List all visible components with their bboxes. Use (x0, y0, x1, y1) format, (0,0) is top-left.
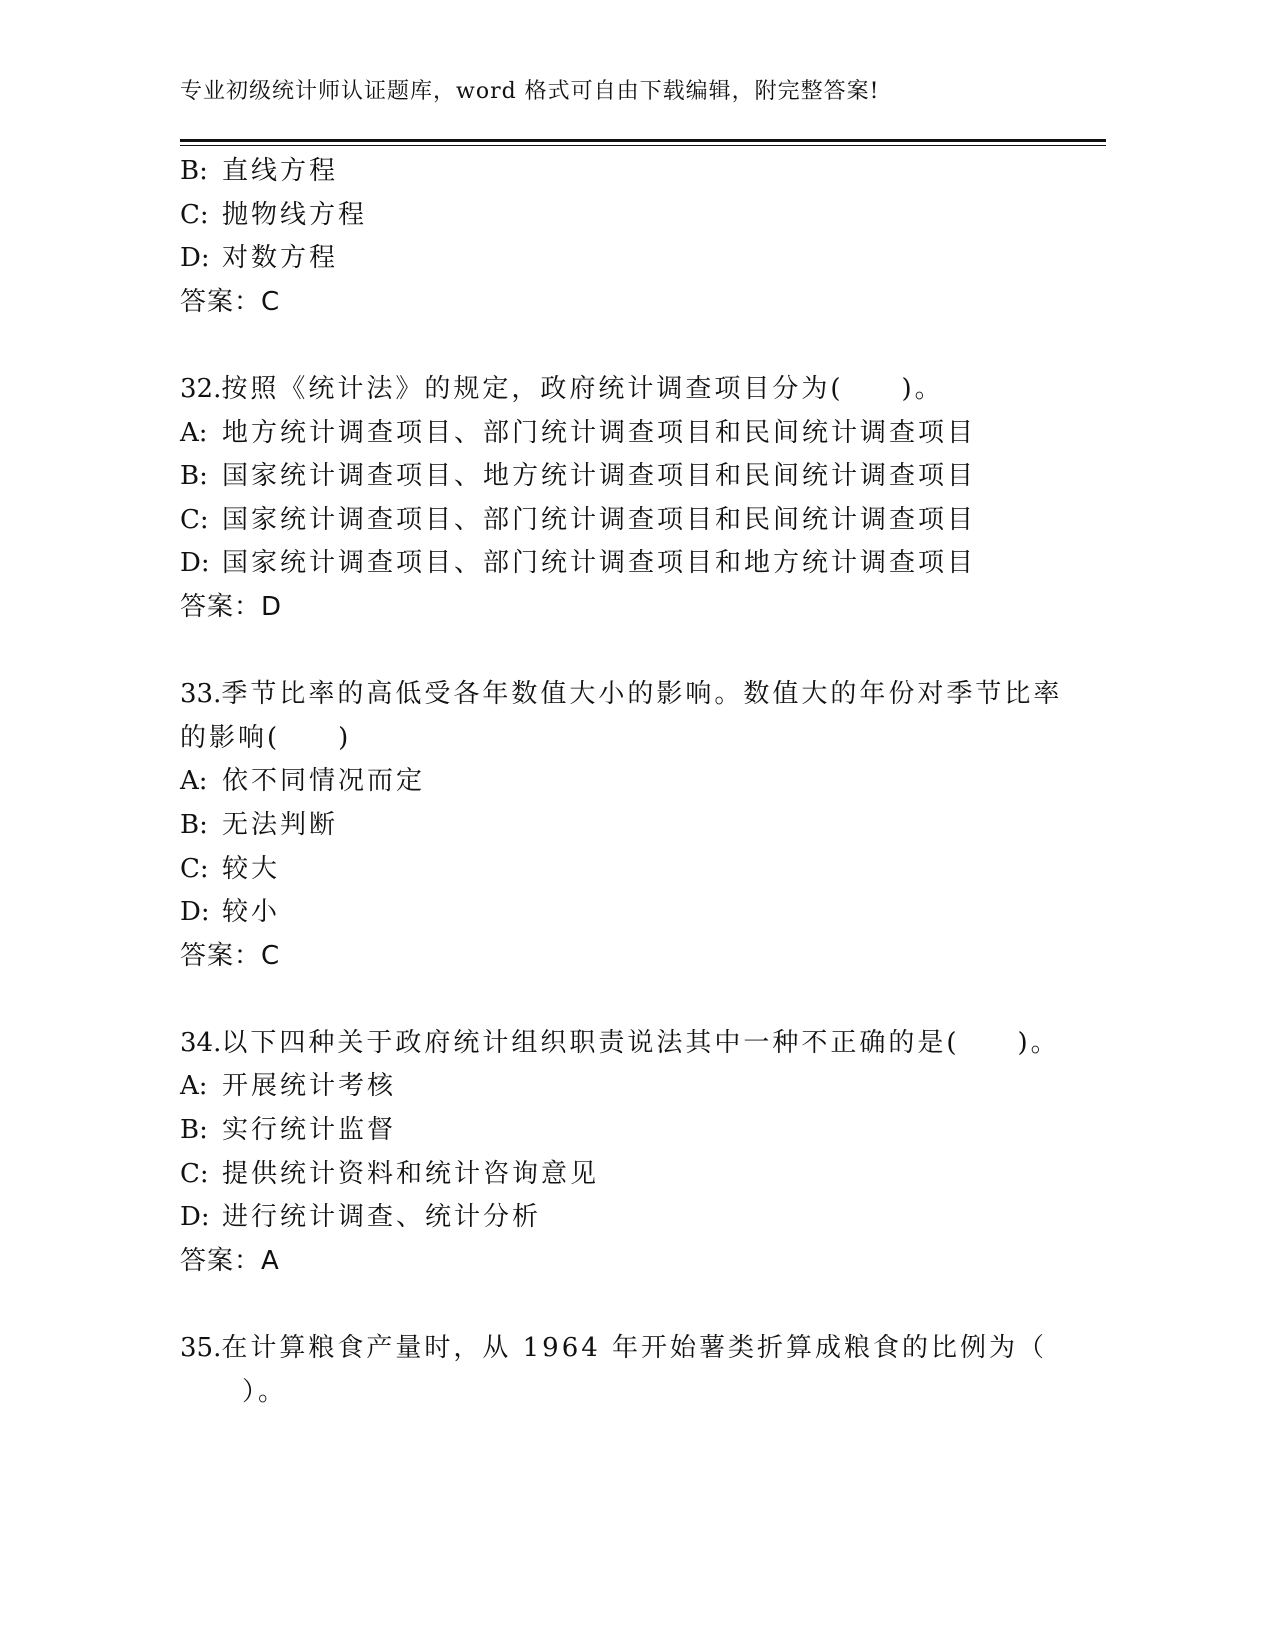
option-label: A: (180, 1071, 208, 1102)
header-rule-thick (180, 139, 1106, 142)
option-label: D: (180, 548, 210, 579)
option-text: 国家统计调查项目、部门统计调查项目和地方统计调查项目 (222, 548, 977, 579)
header-rule-thin (180, 145, 1106, 146)
option-d (180, 1196, 1060, 1240)
question-text: 以下四种关于政府统计组织职责说法其中一种不正确的是( )。 (221, 1027, 1060, 1058)
answer-label: 答案： (180, 591, 262, 622)
option-c (180, 499, 1060, 543)
answer-line (180, 281, 1060, 325)
option-b (180, 1109, 1060, 1153)
option-label: B: (180, 809, 208, 840)
option-text: 无法判断 (222, 809, 339, 840)
option-text: 国家统计调查项目、地方统计调查项目和民间统计调查项目 (222, 461, 977, 492)
option-label: D: (180, 243, 210, 274)
question-text: 在计算粮食产量时，从 1964 年开始薯类折算成粮食的比例为（ (221, 1333, 1048, 1364)
option-text: 提供统计资料和统计咨询意见 (222, 1158, 600, 1189)
answer-label: 答案： (180, 1245, 262, 1276)
option-c (180, 194, 1060, 238)
option-text: 直线方程 (222, 156, 339, 186)
option-a (180, 760, 1060, 804)
option-text: 较大 (222, 853, 281, 884)
page-header: 专业初级统计师认证题库，word 格式可自由下载编辑，附完整答案! (180, 79, 880, 104)
option-a (180, 1065, 1060, 1109)
option-text: 地方统计调查项目、部门统计调查项目和民间统计调查项目 (222, 417, 977, 448)
question-text: 的影响( ) (180, 722, 352, 753)
answer-value: C (261, 940, 281, 971)
option-text: 依不同情况而定 (222, 766, 426, 797)
answer-value: C (261, 286, 281, 317)
question-32 (180, 368, 1060, 412)
option-b (180, 150, 1060, 194)
option-text: 实行统计监督 (222, 1115, 397, 1146)
answer-value: A (261, 1245, 280, 1276)
question-number: 35. (180, 1333, 222, 1364)
option-label: B: (180, 1115, 208, 1146)
answer-value: D (261, 591, 283, 622)
question-number: 33. (180, 679, 222, 710)
option-a (180, 412, 1060, 456)
answer-line (180, 935, 1060, 979)
question-33 (180, 673, 1063, 717)
option-c (180, 848, 1060, 892)
option-label: D: (180, 897, 210, 928)
option-label: C: (180, 853, 209, 884)
option-d (180, 237, 1060, 281)
option-text: 进行统计调查、统计分析 (222, 1202, 542, 1233)
option-b (180, 455, 1060, 499)
question-34 (180, 1022, 1060, 1066)
question-text: 按照《统计法》的规定，政府统计调查项目分为( )。 (221, 373, 944, 404)
option-d (180, 542, 1060, 586)
option-label: D: (180, 1202, 210, 1233)
answer-line (180, 1240, 1060, 1284)
question-35-continued (180, 1371, 1060, 1415)
answer-line (180, 586, 1060, 630)
question-number: 32. (180, 373, 222, 404)
answer-label: 答案： (180, 286, 262, 317)
question-number: 34. (180, 1027, 222, 1058)
option-text: 抛物线方程 (222, 199, 368, 230)
option-b (180, 804, 1060, 848)
option-label: A: (180, 766, 208, 797)
option-c (180, 1153, 1060, 1197)
option-label: B: (180, 461, 208, 492)
option-label: B: (180, 156, 208, 186)
option-d (180, 891, 1060, 935)
question-text: 季节比率的高低受各年数值大小的影响。数值大的年份对季节比率 (221, 679, 1063, 710)
option-label: C: (180, 504, 209, 535)
option-label: C: (180, 199, 209, 230)
option-label: C: (180, 1158, 209, 1189)
question-text: ）。 (242, 1376, 288, 1407)
answer-label: 答案： (180, 940, 262, 971)
option-text: 对数方程 (222, 243, 339, 274)
option-text: 开展统计考核 (222, 1071, 397, 1102)
question-content (180, 150, 1063, 1414)
option-text: 较小 (222, 897, 281, 928)
question-33-continued (180, 717, 1060, 761)
option-label: A: (180, 417, 208, 448)
question-35 (180, 1327, 1060, 1371)
option-text: 国家统计调查项目、部门统计调查项目和民间统计调查项目 (222, 504, 977, 535)
